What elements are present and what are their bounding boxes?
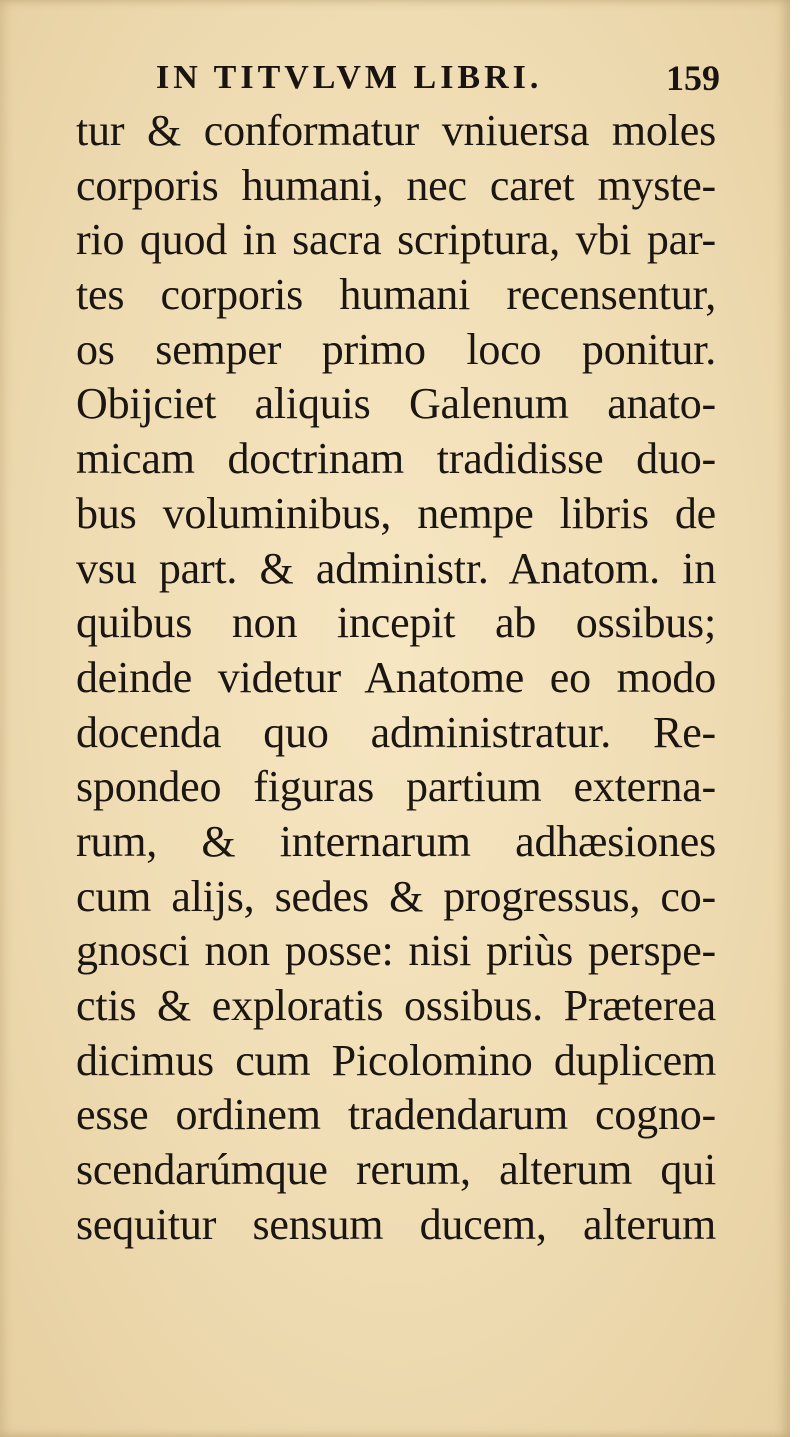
body-text — [76, 104, 716, 1252]
text-line: sequitur sensum ducem, alterum — [76, 1199, 716, 1249]
page-edge — [790, 0, 800, 1437]
text-line: corporis humani, nec caret myste- — [76, 160, 716, 210]
running-head — [100, 48, 720, 108]
text-line: ctis & exploratis ossibus. Præterea — [76, 981, 716, 1030]
text-line: tes corporis humani recensentur, — [76, 270, 716, 320]
running-title: IN TITVLVM LIBRI. — [156, 59, 543, 96]
text-line: micam doctrinam tradidisse duo- — [76, 434, 716, 484]
text-line: bus voluminibus, nempe libris de — [76, 488, 716, 538]
text-line: tur & conformatur vniuersa moles — [76, 106, 716, 155]
text-line: docenda quo administratur. Re- — [76, 707, 716, 757]
text-line: spondeo figuras partium externa- — [76, 762, 716, 812]
text-line: esse ordinem tradendarum cogno- — [76, 1090, 716, 1140]
text-line: gnosci non posse: nisi priùs perspe- — [76, 926, 716, 976]
text-line: cum alijs, sedes & progressus, co- — [76, 871, 716, 921]
text-line: dicimus cum Picolomino duplicem — [76, 1035, 716, 1085]
text-line: scendarúmque rerum, alterum qui — [76, 1145, 716, 1195]
text-line: quibus non incepit ab ossibus; — [76, 598, 716, 648]
text-line: Obijciet aliquis Galenum anato- — [76, 379, 716, 429]
text-line: os semper primo loco ponitur. — [76, 324, 716, 374]
text-line: deinde videtur Anatome eo modo — [76, 652, 716, 702]
text-line: rum, & internarum adhæsiones — [76, 816, 716, 866]
page-number: 159 — [666, 58, 720, 98]
text-line: vsu part. & administr. Anatom. in — [76, 543, 716, 593]
text-line: rio quod in sacra scriptura, vbi par- — [76, 215, 716, 265]
